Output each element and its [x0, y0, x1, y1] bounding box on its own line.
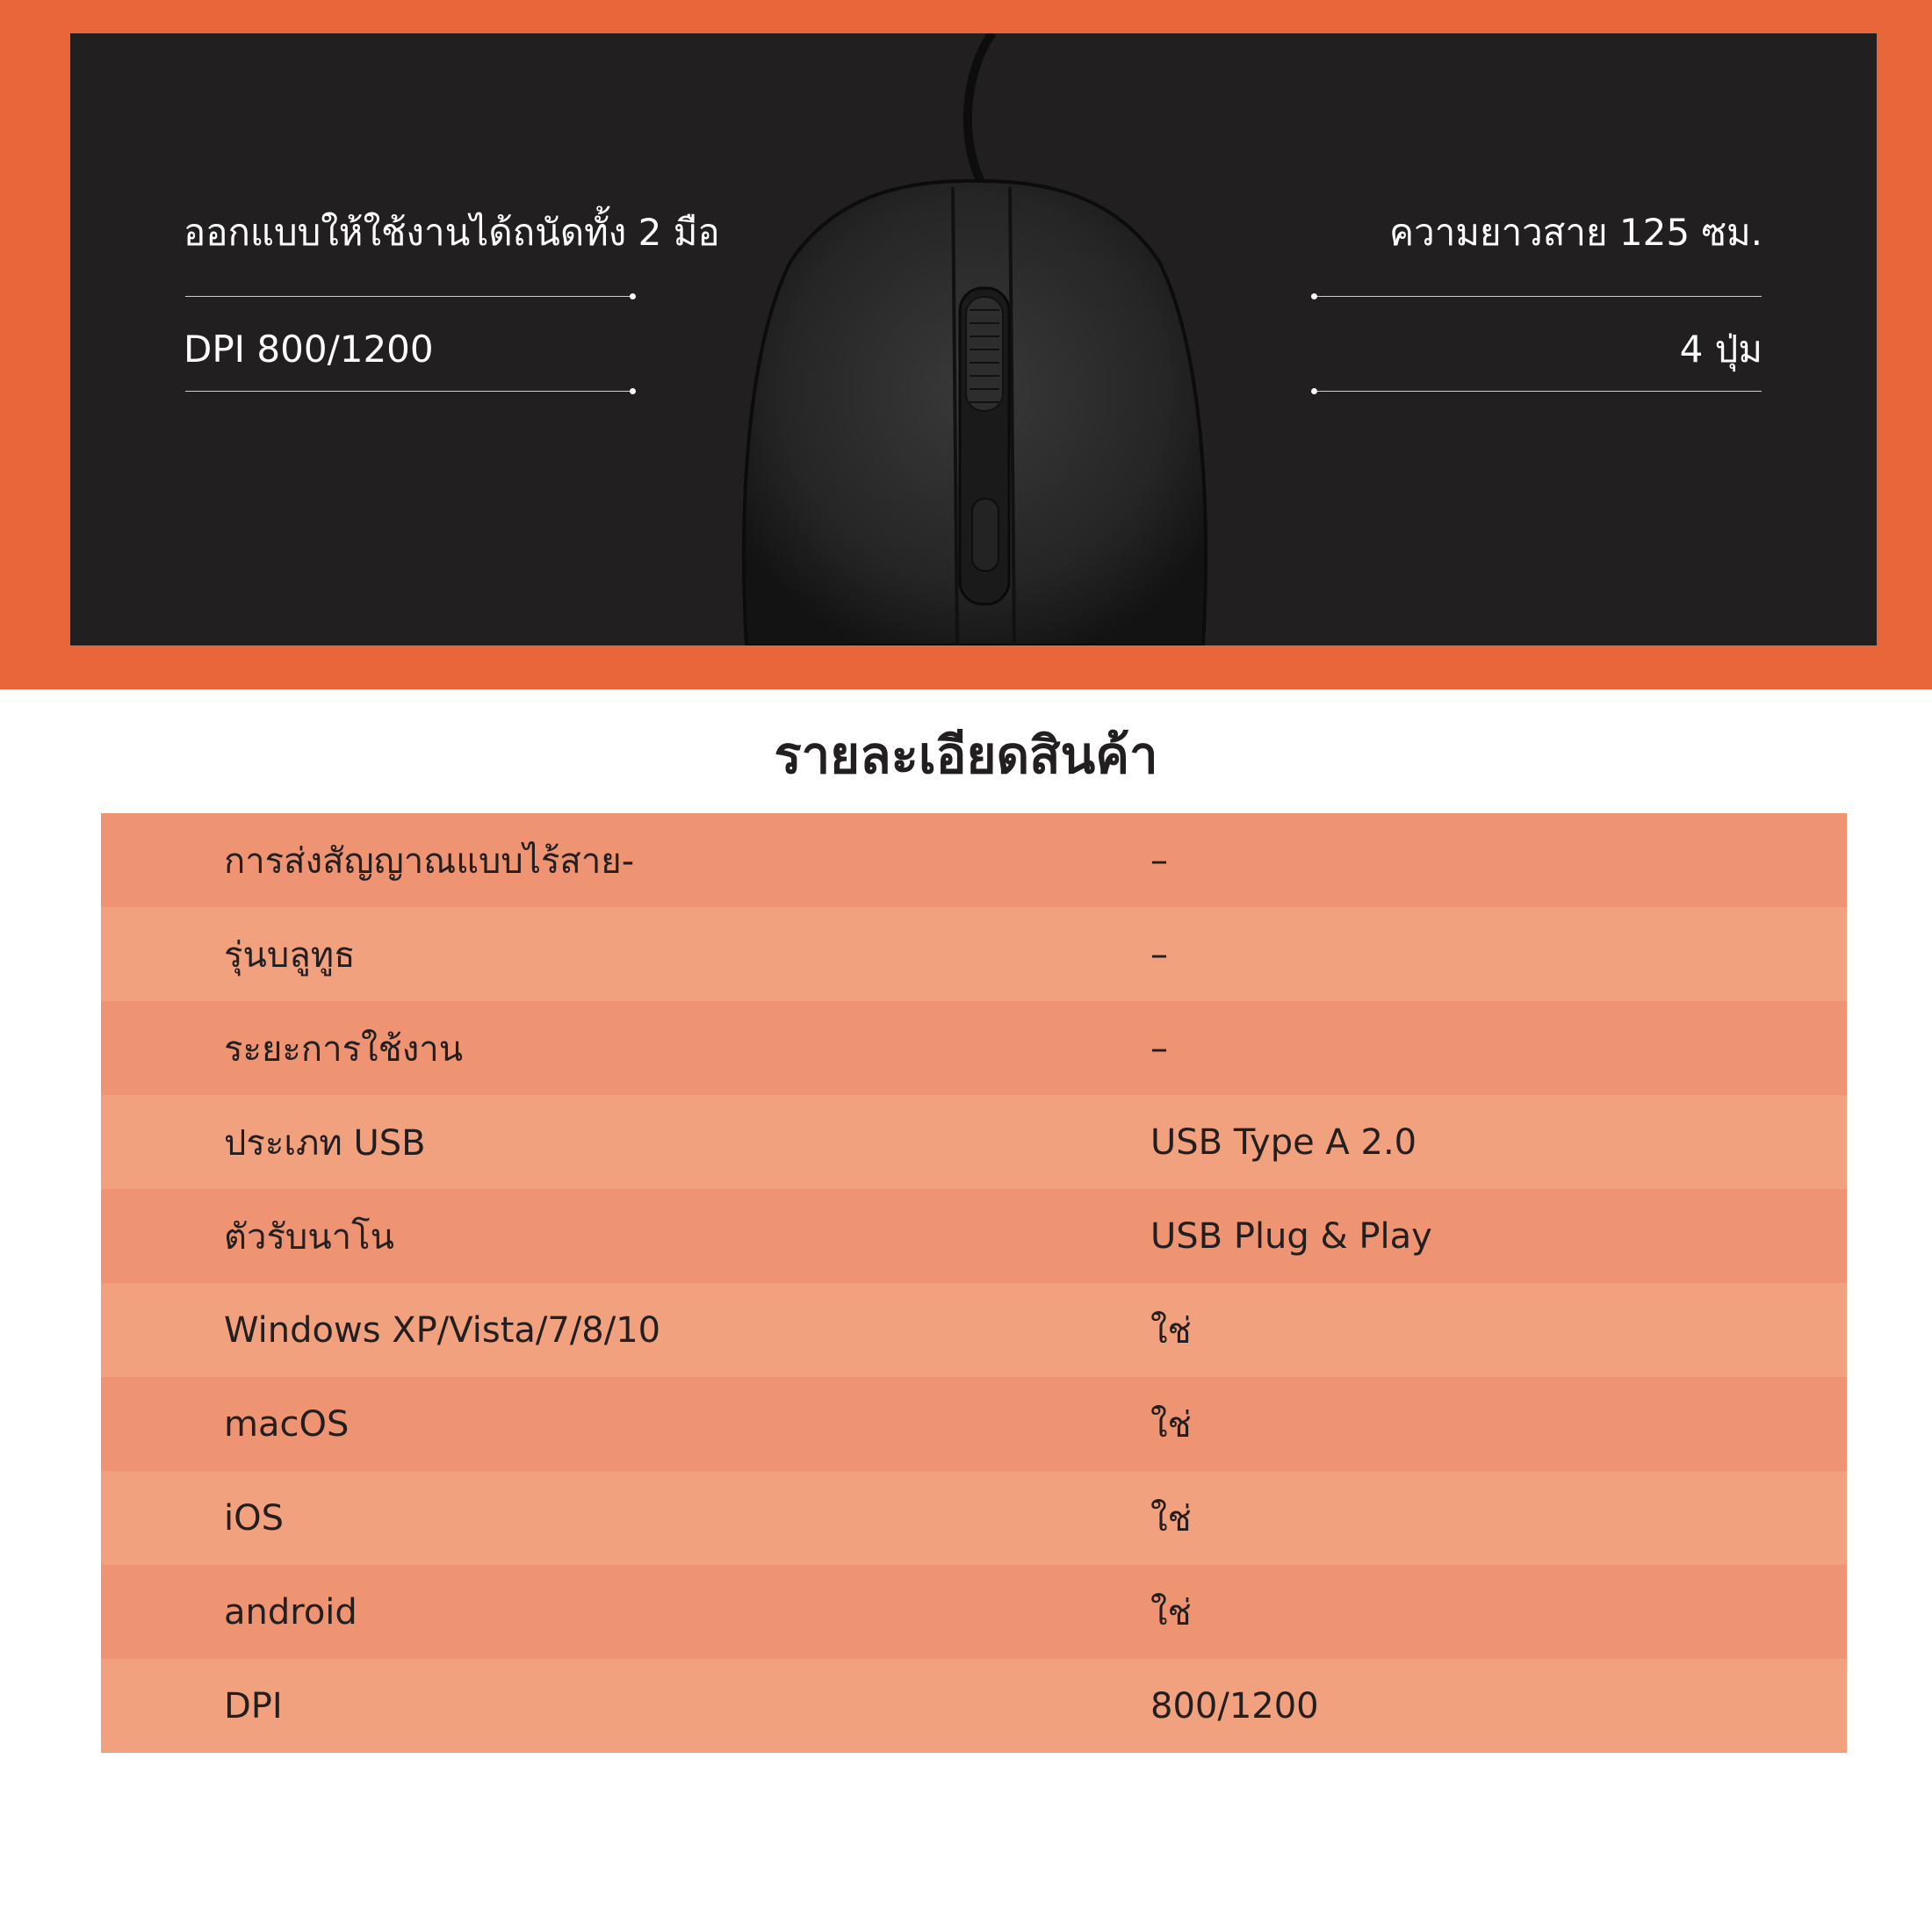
- spec-value: ใช่: [1150, 1592, 1192, 1633]
- spec-label: DPI: [224, 1685, 283, 1727]
- spec-label: Windows XP/Vista/7/8/10: [224, 1309, 661, 1351]
- spec-value: –: [1150, 1027, 1168, 1069]
- spec-label: รุ่นบลูทูธ: [224, 934, 356, 976]
- spec-value: ใช่: [1150, 1310, 1192, 1352]
- feature-dpi: DPI 800/1200: [184, 328, 434, 371]
- spec-row: [101, 1001, 1847, 1095]
- spec-value: –: [1150, 840, 1168, 881]
- divider-dot-icon: [630, 388, 636, 394]
- spec-row: [101, 1095, 1847, 1189]
- spec-label: ตัวรับนาโน: [224, 1216, 394, 1258]
- feature-ambidextrous: ออกแบบให้ใช้งานได้ถนัดทั้ง 2 มือ: [184, 211, 720, 254]
- feature-divider: [185, 296, 633, 297]
- spec-label: ประเภท USB: [224, 1122, 426, 1164]
- feature-cable-length: ความยาวสาย 125 ซม.: [1389, 211, 1763, 254]
- spec-row: [101, 1471, 1847, 1565]
- divider-dot-icon: [1311, 388, 1317, 394]
- spec-row: [101, 813, 1847, 907]
- spec-label: การส่งสัญญาณแบบไร้สาย-: [224, 840, 635, 882]
- spec-value: –: [1150, 934, 1168, 975]
- spec-table: [101, 813, 1847, 1753]
- spec-value: 800/1200: [1150, 1685, 1319, 1727]
- spec-row: [101, 1659, 1847, 1753]
- spec-row: [101, 1377, 1847, 1471]
- hero-banner: [0, 0, 1932, 689]
- spec-label: iOS: [224, 1497, 284, 1539]
- feature-buttons: 4 ปุ่ม: [1679, 328, 1763, 371]
- spec-value: USB Type A 2.0: [1150, 1121, 1417, 1163]
- feature-divider: [1314, 391, 1762, 392]
- divider-dot-icon: [630, 293, 636, 299]
- divider-dot-icon: [1311, 293, 1317, 299]
- spec-value: ใช่: [1150, 1498, 1192, 1539]
- spec-row: [101, 907, 1847, 1001]
- spec-label: macOS: [224, 1403, 350, 1445]
- feature-divider: [185, 391, 633, 392]
- spec-label: ระยะการใช้งาน: [224, 1028, 464, 1070]
- spec-row: [101, 1565, 1847, 1659]
- spec-row: [101, 1189, 1847, 1283]
- feature-divider: [1314, 296, 1762, 297]
- spec-row: [101, 1283, 1847, 1377]
- spec-value: ใช่: [1150, 1404, 1192, 1445]
- spec-label: android: [224, 1591, 357, 1633]
- spec-value: USB Plug & Play: [1150, 1215, 1432, 1257]
- hero-panel: [70, 33, 1877, 645]
- section-title: รายละเอียดสินค้า: [774, 725, 1158, 785]
